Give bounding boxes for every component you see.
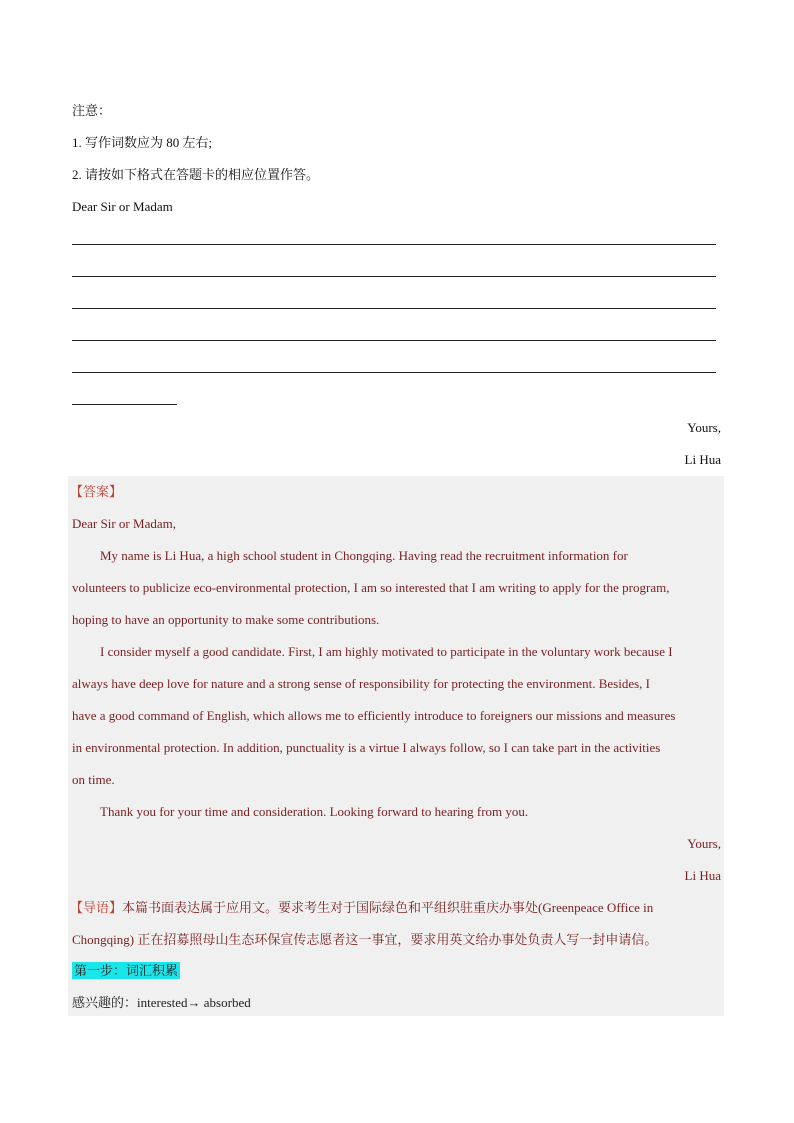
template-closing: Yours,	[687, 420, 721, 435]
guide-line-1	[70, 892, 653, 924]
template-signature: Li Hua	[684, 452, 721, 467]
writing-line-short	[72, 404, 177, 405]
writing-line	[72, 308, 716, 309]
guide-text-1: 本篇书面表达属于应用文。要求考生对于国际绿色和平组织驻重庆办事处(Greenpeace Office in	[122, 900, 654, 915]
answer-line: always have deep love for nature and a strong sense of responsibility for protecting the environment. Besides, I	[72, 676, 650, 691]
guide-tag: 【导语】	[70, 900, 123, 915]
answer-tag: 【答案】	[70, 484, 123, 499]
step1-row	[72, 955, 180, 987]
answer-line: My name is Li Hua, a high school student in Chongqing. Having read the recruitment information for	[100, 548, 628, 563]
answer-closing: Yours,	[687, 836, 721, 851]
guide-line-2: Chongqing) 正在招募照母山生态环保宣传志愿者这一事宜，要求用英文给办事处负责人写一封申请信。	[72, 932, 658, 947]
answer-line: volunteers to publicize eco-environmental protection, I am so interested that I am writing to apply for the program,	[72, 580, 670, 595]
template-greeting: Dear Sir or Madam	[72, 199, 173, 214]
writing-line	[72, 244, 716, 245]
writing-line	[72, 372, 716, 373]
answer-line: have a good command of English, which allows me to efficiently introduce to foreigners our missions and measures	[72, 708, 676, 723]
notes-item-1: 1. 写作词数应为 80 左右;	[72, 135, 213, 150]
notes-heading: 注意：	[72, 103, 112, 118]
answer-signature: Li Hua	[684, 868, 721, 883]
step1-label: 第一步：词汇积累	[74, 963, 179, 978]
answer-line: I consider myself a good candidate. First, I am highly motivated to participate in the voluntary work because I	[100, 644, 673, 659]
step1-vocab: 感兴趣的：interested→ absorbed	[72, 995, 251, 1010]
answer-line: Thank you for your time and consideration. Looking forward to hearing from you.	[100, 804, 529, 819]
answer-line: in environmental protection. In addition, punctuality is a virtue I always follow, so I can take part in the activities	[72, 740, 661, 755]
writing-line	[72, 276, 716, 277]
answer-line: on time.	[72, 772, 115, 787]
answer-greeting: Dear Sir or Madam,	[72, 516, 176, 531]
writing-line	[72, 340, 716, 341]
notes-item-2: 2. 请按如下格式在答题卡的相应位置作答。	[72, 167, 320, 182]
answer-line: hoping to have an opportunity to make some contributions.	[72, 612, 380, 627]
